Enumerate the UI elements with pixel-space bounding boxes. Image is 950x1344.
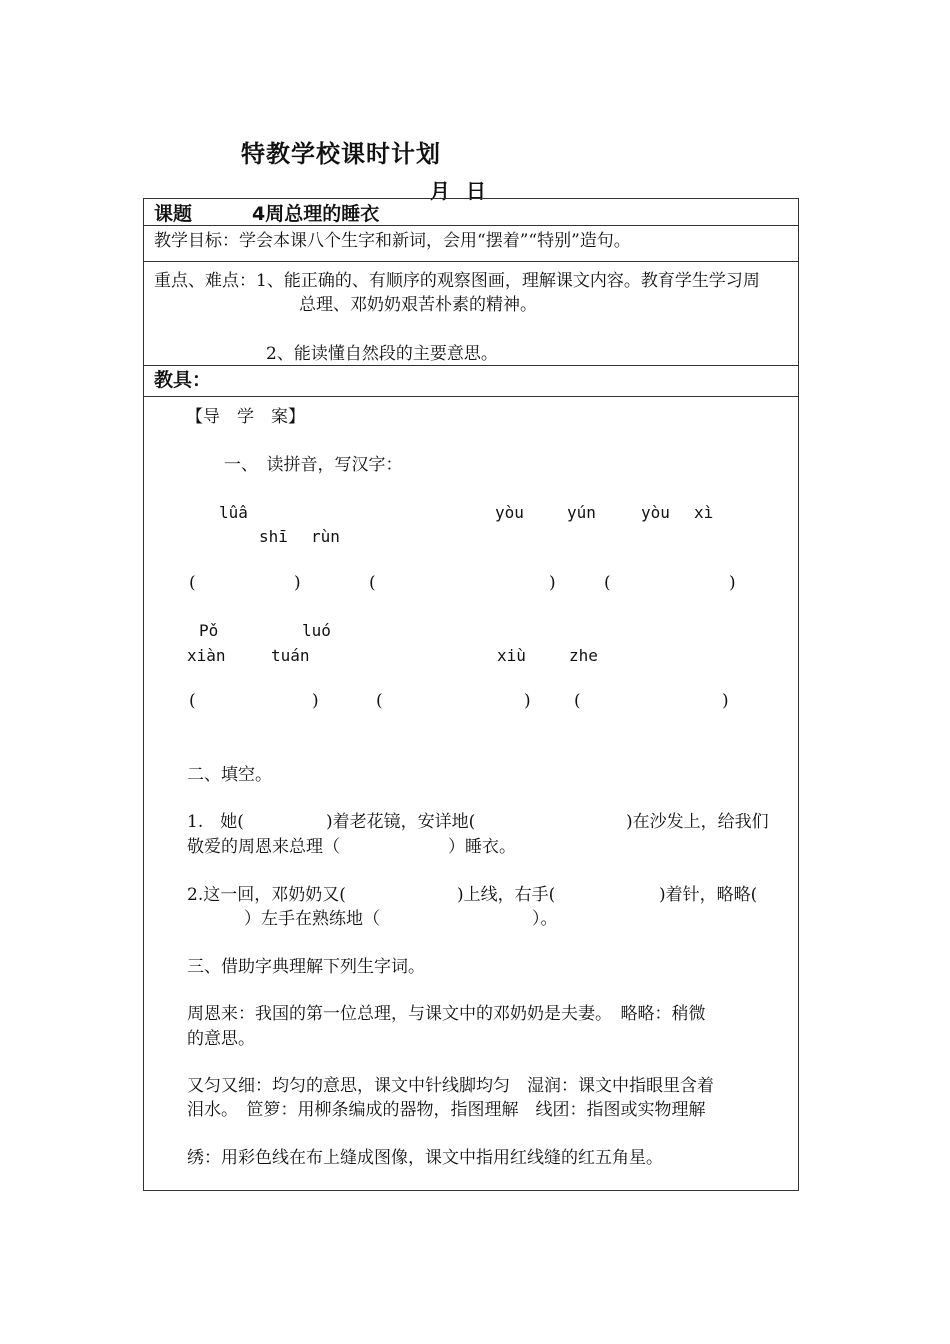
section2-heading: 二、填空。 bbox=[187, 765, 272, 785]
pinyin: luó bbox=[302, 621, 331, 640]
pinyin: xiàn bbox=[187, 646, 226, 665]
pinyin: yòu bbox=[495, 503, 524, 522]
fill-sentence-2e: ）。 bbox=[532, 909, 558, 929]
tools-label: 教具： bbox=[154, 369, 212, 391]
divider bbox=[144, 225, 798, 226]
divider bbox=[144, 365, 798, 366]
topic-label: 课题 bbox=[154, 203, 193, 225]
key-points-line1: 重点、难点：1、能正确的、有顺序的观察图画，理解课文内容。教育学生学习周 bbox=[154, 271, 760, 291]
answer-blank-open: ( bbox=[189, 573, 196, 593]
answer-blank-open: ( bbox=[369, 573, 376, 593]
fill-sentence-2b: )上线，右手( bbox=[457, 885, 556, 905]
month-label: 月 bbox=[430, 179, 450, 203]
fill-sentence-1a: 1. 她( bbox=[187, 812, 244, 832]
pinyin: zhe bbox=[569, 646, 598, 665]
answer-blank-open: ( bbox=[604, 573, 611, 593]
divider bbox=[144, 261, 798, 262]
answer-blank-close: ) bbox=[294, 573, 301, 593]
answer-blank-close: ) bbox=[549, 573, 556, 593]
pinyin: yún bbox=[567, 503, 596, 522]
fill-sentence-2c: )着针，略略( bbox=[659, 885, 758, 905]
definition-2-line2: 泪水。 笸箩：用柳条编成的器物，指图理解 线团：指图或实物理解 bbox=[187, 1100, 706, 1120]
answer-blank-close: ) bbox=[722, 691, 729, 711]
plan-heading: 【导 学 案】 bbox=[186, 407, 305, 427]
pinyin: Pǒ bbox=[199, 621, 219, 640]
definition-1-line1: 周恩来：我国的第一位总理，与课文中的邓奶奶是夫妻。 略略：稍微 bbox=[187, 1004, 706, 1024]
key-points-line2: 总理、邓奶奶艰苦朴素的精神。 bbox=[299, 295, 537, 315]
pinyin: yòu bbox=[641, 503, 670, 522]
objective: 教学目标：学会本课八个生字和新词，会用“摆着”“特别”造句。 bbox=[154, 231, 631, 251]
pinyin: xiù bbox=[497, 646, 526, 665]
answer-blank-close: ) bbox=[524, 691, 531, 711]
pinyin: shī bbox=[259, 527, 288, 546]
pinyin: xì bbox=[694, 503, 714, 522]
fill-sentence-1c: )在沙发上，给我们 bbox=[626, 812, 769, 832]
topic-value: 4周总理的睡衣 bbox=[252, 203, 380, 225]
fill-sentence-1b: )着老花镜，安详地( bbox=[326, 812, 476, 832]
lesson-plan-table bbox=[143, 198, 799, 1191]
definition-1-line2: 的意思。 bbox=[187, 1029, 255, 1049]
answer-blank-open: ( bbox=[189, 691, 196, 711]
fill-sentence-2a: 2.这一回，邓奶奶又( bbox=[187, 885, 346, 905]
section1-heading: 一、 读拼音，写汉字： bbox=[224, 455, 403, 475]
pinyin: lûâ bbox=[219, 503, 248, 522]
answer-blank-open: ( bbox=[574, 691, 581, 711]
answer-blank-open: ( bbox=[376, 691, 383, 711]
fill-sentence-2d: ）左手在熟练地（ bbox=[244, 909, 380, 929]
divider bbox=[144, 396, 798, 397]
definition-2-line1: 又匀又细：均匀的意思，课文中针线脚均匀 湿润：课文中指眼里含着 bbox=[187, 1076, 714, 1096]
answer-blank-close: ) bbox=[729, 573, 736, 593]
pinyin: tuán bbox=[271, 646, 310, 665]
fill-sentence-1d: 敬爱的周恩来总理（ bbox=[187, 837, 340, 857]
definition-3: 绣：用彩色线在布上缝成图像，课文中指用红线缝的红五角星。 bbox=[187, 1148, 663, 1168]
fill-sentence-1e: ）睡衣。 bbox=[448, 837, 516, 857]
answer-blank-close: ) bbox=[312, 691, 319, 711]
day-label: 日 bbox=[466, 179, 486, 203]
section3-heading: 三、借助字典理解下列生字词。 bbox=[187, 957, 425, 977]
key-points-line3: 2、能读懂自然段的主要意思。 bbox=[266, 344, 498, 364]
pinyin: rùn bbox=[311, 527, 340, 546]
page-title: 特教学校课时计划 bbox=[241, 140, 441, 168]
